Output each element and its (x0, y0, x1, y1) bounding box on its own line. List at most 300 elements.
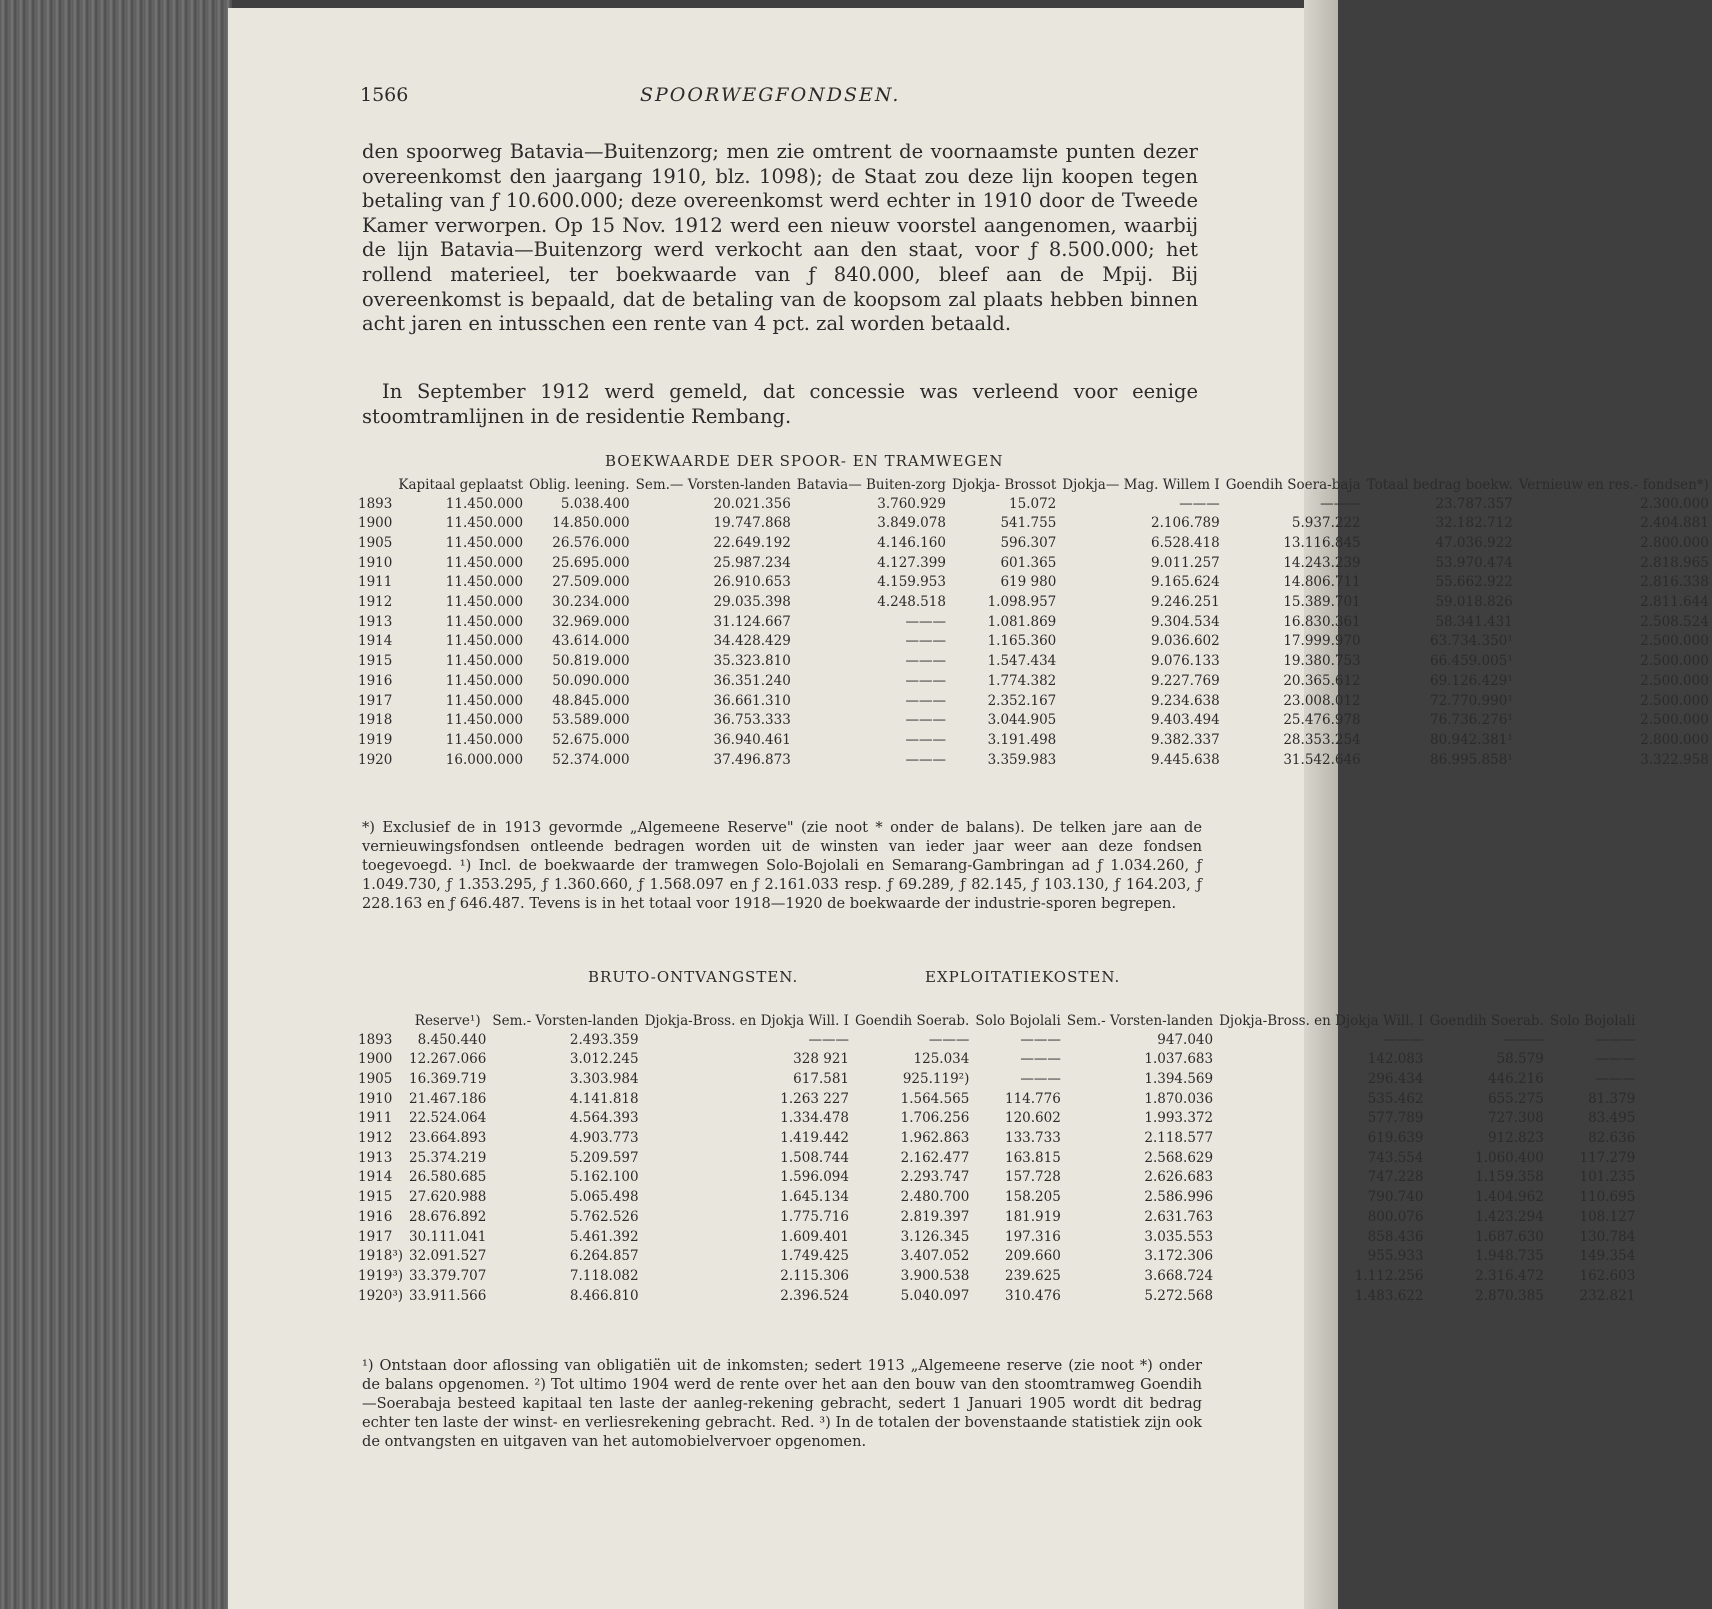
value-cell: 11.450.000 (445, 574, 524, 591)
year-cell: 1914 (358, 1169, 393, 1186)
year-cell: 1914 (358, 633, 393, 650)
value-cell: 52.675.000 (552, 731, 630, 748)
value-cell: 955.933 (1367, 1248, 1424, 1265)
table-row (358, 1247, 1638, 1267)
value-cell: 163.815 (1005, 1149, 1061, 1166)
value-cell: 790.740 (1367, 1189, 1424, 1206)
year-cell: 1918³) (358, 1248, 404, 1265)
value-cell: 12.267.066 (409, 1051, 487, 1068)
value-cell: 1.423.294 (1475, 1208, 1544, 1225)
value-cell: 2.811.644 (1640, 594, 1709, 611)
body-paragraph-1 (362, 140, 1198, 337)
year-cell: 1912 (358, 1130, 393, 1147)
value-cell: 2.493.359 (569, 1031, 639, 1048)
value-cell: 1.483.622 (1354, 1287, 1424, 1304)
value-cell: 2.352.167 (987, 692, 1057, 709)
value-cell: 32.969.000 (552, 613, 630, 630)
value-cell: 3.668.724 (1144, 1267, 1214, 1284)
value-cell: 8.466.810 (569, 1287, 639, 1304)
value-cell: 8.450.440 (417, 1031, 487, 1048)
value-cell: 9.011.257 (1151, 554, 1220, 571)
value-cell: 947.040 (1157, 1031, 1214, 1048)
value-cell: 2.106.789 (1151, 515, 1220, 532)
value-cell: 1.948.735 (1475, 1248, 1544, 1265)
value-cell: 181.919 (1005, 1208, 1061, 1225)
value-cell: 2.586.996 (1144, 1189, 1214, 1206)
value-cell: 32.182.712 (1435, 515, 1513, 532)
value-cell: 5.937.222 (1291, 515, 1361, 532)
value-cell: 7.118.082 (569, 1267, 639, 1284)
value-cell: ——— (1382, 1031, 1424, 1048)
value-cell: 232.821 (1579, 1287, 1636, 1304)
value-cell: 1.962.863 (900, 1130, 970, 1147)
value-cell: 11.450.000 (445, 554, 524, 571)
book-value-table (358, 476, 1712, 770)
table1-footnote (362, 818, 1202, 913)
table-row (358, 652, 1712, 672)
value-cell: 2.816.338 (1640, 574, 1709, 591)
page-edge (1304, 0, 1338, 1609)
value-cell: 6.264.857 (569, 1248, 639, 1265)
year-cell: 1919³) (358, 1267, 404, 1284)
value-cell: 446.216 (1488, 1070, 1544, 1087)
table-row (358, 1109, 1638, 1129)
value-cell: 4.159.953 (877, 574, 946, 591)
table-row (358, 751, 1712, 771)
value-cell: 30.234.000 (552, 594, 630, 611)
value-cell: 4.146.160 (877, 534, 946, 551)
table-row (358, 1188, 1638, 1208)
table-row (358, 573, 1712, 593)
value-cell: 2.626.683 (1144, 1169, 1214, 1186)
value-cell: ——— (1020, 1070, 1061, 1087)
value-cell: 86.995.858¹ (1430, 751, 1513, 768)
year-cell: 1918 (358, 712, 393, 729)
value-cell: 209.660 (1005, 1248, 1061, 1265)
value-cell: 28.353.254 (1283, 731, 1361, 748)
value-cell: 16.000.000 (445, 751, 524, 768)
receipts-title: BRUTO-ONTVANGSTEN. (588, 968, 799, 986)
table-row (358, 1267, 1638, 1287)
value-cell: 1.394.569 (1144, 1070, 1214, 1087)
table-row (358, 1050, 1638, 1070)
running-title: SPOORWEGFONDSEN. (640, 84, 901, 106)
value-cell: 2.800.000 (1640, 731, 1709, 748)
value-cell: ——— (905, 613, 946, 630)
value-cell: ——— (1020, 1051, 1061, 1068)
value-cell: 4.127.399 (877, 554, 946, 571)
value-cell: 1.645.134 (780, 1189, 849, 1206)
value-cell: 747.228 (1367, 1169, 1424, 1186)
value-cell: 27.509.000 (552, 574, 630, 591)
table-row (358, 554, 1712, 574)
value-cell: 328 921 (793, 1051, 849, 1068)
value-cell: 2.293.747 (900, 1169, 970, 1186)
column-header: Solo Bojolali (975, 1013, 1061, 1029)
paragraph-text: In September 1912 werd gemeld, dat concessie was verleend voor eenige stoomtramlijnen in de residentie Rembang. (362, 380, 1198, 428)
value-cell: 1.159.358 (1475, 1169, 1544, 1186)
value-cell: 83.495 (1588, 1110, 1636, 1127)
value-cell: 1.098.957 (987, 594, 1057, 611)
year-cell: 1893 (358, 1031, 393, 1048)
value-cell: 149.354 (1579, 1248, 1636, 1265)
value-cell: 5.272.568 (1144, 1287, 1214, 1304)
value-cell: 17.999.970 (1283, 633, 1361, 650)
value-cell: 2.631.763 (1144, 1208, 1214, 1225)
value-cell: ——— (905, 712, 946, 729)
value-cell: 2.316.472 (1475, 1267, 1544, 1284)
value-cell: ——— (1320, 495, 1361, 512)
value-cell: 43.614.000 (552, 633, 630, 650)
value-cell: ——— (905, 672, 946, 689)
value-cell: 541.755 (1000, 515, 1057, 532)
table1-caption: BOEKWAARDE DER SPOOR- EN TRAMWEGEN (605, 452, 1004, 470)
value-cell: 31.542.646 (1283, 751, 1361, 768)
year-cell: 1917 (358, 1228, 393, 1245)
year-cell: 1916 (358, 672, 393, 689)
value-cell: 1.419.442 (780, 1130, 849, 1147)
value-cell: 48.845.000 (552, 692, 630, 709)
value-cell: 2.500.000 (1640, 653, 1709, 670)
value-cell: 117.279 (1579, 1149, 1636, 1166)
value-cell: 25.476.978 (1283, 712, 1361, 729)
value-cell: 11.450.000 (445, 692, 524, 709)
value-cell: 36.661.310 (713, 692, 791, 709)
value-cell: 26.580.685 (409, 1169, 487, 1186)
column-header: Vernieuw en res.- fondsen*) (1518, 477, 1709, 493)
value-cell: ——— (808, 1031, 849, 1048)
value-cell: 11.450.000 (445, 712, 524, 729)
value-cell: 53.970.474 (1435, 554, 1513, 571)
value-cell: 50.819.000 (552, 653, 630, 670)
value-cell: 9.227.769 (1151, 672, 1220, 689)
value-cell: 3.760.929 (877, 495, 946, 512)
value-cell: 3.303.984 (569, 1070, 639, 1087)
value-cell: 9.445.638 (1151, 751, 1220, 768)
value-cell: 2.118.577 (1144, 1130, 1214, 1147)
value-cell: 5.762.526 (569, 1208, 639, 1225)
value-cell: 27.620.988 (409, 1189, 487, 1206)
value-cell: 1.165.360 (987, 633, 1057, 650)
value-cell: 125.034 (913, 1051, 970, 1068)
value-cell: 2.819.397 (900, 1208, 970, 1225)
column-header (358, 476, 395, 495)
table-header-row (358, 1012, 1638, 1031)
value-cell: ——— (905, 692, 946, 709)
value-cell: 33.911.566 (409, 1287, 487, 1304)
value-cell: 20.365.612 (1283, 672, 1361, 689)
value-cell: 1.596.094 (780, 1169, 849, 1186)
column-header: Djokja-Bross. en Djokja Will. I (1219, 1013, 1424, 1029)
table2-footnote (362, 1356, 1202, 1451)
value-cell: 9.246.251 (1151, 594, 1220, 611)
table-row (358, 1287, 1638, 1307)
value-cell: ——— (1503, 1031, 1544, 1048)
value-cell: 142.083 (1367, 1051, 1424, 1068)
value-cell: 2.500.000 (1640, 692, 1709, 709)
value-cell: 31.124.667 (713, 613, 791, 630)
column-header: Sem.- Vorsten-landen (1066, 1013, 1214, 1029)
value-cell: 34.428.429 (713, 633, 791, 650)
value-cell: 82.636 (1588, 1130, 1636, 1147)
value-cell: 9.304.534 (1151, 613, 1220, 630)
page-number: 1566 (360, 84, 409, 106)
table-row (358, 1070, 1638, 1090)
value-cell: 2.480.700 (900, 1189, 970, 1206)
value-cell: 1.706.256 (900, 1110, 970, 1127)
value-cell: 2.300.000 (1640, 495, 1709, 512)
value-cell: 3.035.553 (1144, 1228, 1214, 1245)
value-cell: 1.037.683 (1144, 1051, 1214, 1068)
value-cell: 2.508.524 (1640, 613, 1709, 630)
value-cell: 130.784 (1579, 1228, 1636, 1245)
year-cell: 1913 (358, 613, 393, 630)
value-cell: 11.450.000 (445, 534, 524, 551)
year-cell: 1912 (358, 594, 393, 611)
value-cell: 11.450.000 (445, 672, 524, 689)
column-header: Kapitaal geplaatst (398, 477, 524, 493)
value-cell: 9.234.638 (1151, 692, 1220, 709)
value-cell: 20.021.356 (713, 495, 791, 512)
value-cell: 47.036.922 (1435, 534, 1513, 551)
table-row (358, 495, 1712, 515)
value-cell: 80.942.381¹ (1430, 731, 1513, 748)
value-cell: 11.450.000 (445, 594, 524, 611)
value-cell: 76.736.276¹ (1430, 712, 1513, 729)
year-cell: 1900 (358, 515, 393, 532)
footnote-text: *) Exclusief de in 1913 gevormde „Algemeene Reserve" (zie noot * onder de balans). De telken jare aan de vernieuwingsfondsen ontleende bedragen worden uit de winsten van ieder jaar weer aan deze fondsen toegevoegd. ¹) Incl. de boekwaarde der tramwegen Solo-Bojolali en Semarang-Gambringan ad ƒ 1.034.260, ƒ 1.049.730, ƒ 1.353.295, ƒ 1.360.660, ƒ 1.568.097 en ƒ 2.161.033 resp. ƒ 69.289, ƒ 82.145, ƒ 103.130, ƒ 164.203, ƒ 228.163 en ƒ 646.487. Tevens is in het totaal voor 1918—1920 de boekwaarde der industrie-sporen begrepen. (362, 819, 1202, 912)
table-row (358, 672, 1712, 692)
value-cell: 162.603 (1579, 1267, 1636, 1284)
value-cell: 32.091.527 (409, 1248, 487, 1265)
value-cell: 11.450.000 (445, 731, 524, 748)
value-cell: 596.307 (1000, 534, 1057, 551)
value-cell: 619.639 (1367, 1130, 1424, 1147)
value-cell: 23.008.012 (1283, 692, 1361, 709)
value-cell: 29.035.398 (713, 594, 791, 611)
value-cell: 2.396.524 (780, 1287, 849, 1304)
value-cell: 19.380.753 (1283, 653, 1361, 670)
value-cell: 22.649.192 (713, 534, 791, 551)
value-cell: 1.749.425 (780, 1248, 849, 1265)
value-cell: 15.072 (1009, 495, 1057, 512)
value-cell: 1.870.036 (1144, 1090, 1214, 1107)
year-cell: 1917 (358, 692, 393, 709)
value-cell: 535.462 (1367, 1090, 1424, 1107)
table-header-row (358, 476, 1712, 495)
table-row (358, 1228, 1638, 1248)
value-cell: 3.359.983 (987, 751, 1057, 768)
value-cell: 25.374.219 (409, 1149, 487, 1166)
value-cell: ——— (905, 731, 946, 748)
value-cell: 925.119²) (902, 1070, 970, 1087)
costs-title: EXPLOITATIEKOSTEN. (925, 968, 1121, 986)
value-cell: ——— (1179, 495, 1220, 512)
value-cell: 120.602 (1005, 1110, 1061, 1127)
value-cell: 1.112.256 (1354, 1267, 1424, 1284)
value-cell: ——— (1020, 1031, 1061, 1048)
column-header: Djokja-Bross. en Djokja Will. I (644, 1013, 849, 1029)
value-cell: 52.374.000 (552, 751, 630, 768)
value-cell: 912.823 (1488, 1130, 1544, 1147)
value-cell: 11.450.000 (445, 613, 524, 630)
value-cell: 601.365 (1000, 554, 1057, 571)
value-cell: 1.547.434 (987, 653, 1057, 670)
page-header (360, 84, 1180, 114)
value-cell: 108.127 (1579, 1208, 1636, 1225)
table-row (358, 1208, 1638, 1228)
value-cell: 58.579 (1496, 1051, 1544, 1068)
value-cell: 69.126.429¹ (1430, 672, 1513, 689)
value-cell: 2.162.477 (900, 1149, 970, 1166)
value-cell: 63.734.350¹ (1430, 633, 1513, 650)
year-cell: 1915 (358, 653, 393, 670)
table-row (358, 731, 1712, 751)
year-cell: 1893 (358, 495, 393, 512)
value-cell: 3.191.498 (987, 731, 1057, 748)
value-cell: 5.040.097 (900, 1287, 970, 1304)
value-cell: 13.116.845 (1283, 534, 1361, 551)
value-cell: 30.111.041 (409, 1228, 487, 1245)
value-cell: 655.275 (1488, 1090, 1544, 1107)
column-header: Totaal bedrag boekw. (1366, 477, 1513, 493)
table-row (358, 593, 1712, 613)
value-cell: 11.450.000 (445, 653, 524, 670)
value-cell: 36.753.333 (713, 712, 791, 729)
value-cell: 1.687.630 (1475, 1228, 1544, 1245)
value-cell: 5.162.100 (569, 1169, 639, 1186)
year-cell: 1916 (358, 1208, 393, 1225)
column-header: Goendih Soerab. (855, 1013, 970, 1029)
year-cell: 1910 (358, 554, 393, 571)
value-cell: 1.263 227 (780, 1090, 849, 1107)
value-cell: 4.903.773 (569, 1130, 639, 1147)
year-cell: 1900 (358, 1051, 393, 1068)
year-cell: 1920 (358, 751, 393, 768)
column-header: Djokja- Brossot (951, 477, 1057, 493)
value-cell: 11.450.000 (445, 633, 524, 650)
column-header: Goendih Soerab. (1429, 1013, 1544, 1029)
value-cell: 25.695.000 (552, 554, 630, 571)
value-cell: 114.776 (1005, 1090, 1061, 1107)
value-cell: 1.334.478 (780, 1110, 849, 1127)
value-cell: 296.434 (1367, 1070, 1424, 1087)
value-cell: 3.407.052 (900, 1248, 970, 1265)
value-cell: 158.205 (1005, 1189, 1061, 1206)
year-cell: 1913 (358, 1149, 393, 1166)
value-cell: 1.404.962 (1475, 1189, 1544, 1206)
value-cell: 157.728 (1005, 1169, 1061, 1186)
value-cell: 2.500.000 (1640, 633, 1709, 650)
value-cell: 28.676.892 (409, 1208, 487, 1225)
value-cell: 21.467.186 (409, 1090, 487, 1107)
value-cell: 577.789 (1367, 1110, 1424, 1127)
value-cell: 800.076 (1367, 1208, 1424, 1225)
column-header: Reserve¹) (414, 1013, 481, 1029)
table-row (358, 514, 1712, 534)
value-cell: 2.568.629 (1144, 1149, 1214, 1166)
value-cell: ——— (1594, 1051, 1636, 1068)
column-header: Goendih Soera-baja (1225, 477, 1361, 493)
value-cell: 1.508.744 (780, 1149, 849, 1166)
column-header: Batavia— Buiten-zorg (796, 477, 946, 493)
value-cell: 66.459.005¹ (1430, 653, 1513, 670)
value-cell: ——— (905, 633, 946, 650)
value-cell: 14.850.000 (552, 515, 630, 532)
value-cell: 4.141.818 (569, 1090, 639, 1107)
column-header: Oblig. leening. (529, 477, 630, 493)
value-cell: 55.662.922 (1435, 574, 1513, 591)
value-cell: 2.115.306 (780, 1267, 849, 1284)
value-cell: 14.806.711 (1283, 574, 1361, 591)
value-cell: 110.695 (1579, 1189, 1636, 1206)
year-cell: 1911 (358, 1110, 393, 1127)
value-cell: 2.800.000 (1640, 534, 1709, 551)
table-row (358, 711, 1712, 731)
year-cell: 1911 (358, 574, 393, 591)
value-cell: ——— (905, 653, 946, 670)
value-cell: 16.369.719 (409, 1070, 487, 1087)
value-cell: 3.044.905 (987, 712, 1057, 729)
value-cell: 11.450.000 (445, 515, 524, 532)
table-row (358, 632, 1712, 652)
value-cell: 16.830.361 (1283, 613, 1361, 630)
value-cell: ——— (1594, 1031, 1636, 1048)
value-cell: 1.060.400 (1475, 1149, 1544, 1166)
column-header: Djokja— Mag. Willem I (1062, 477, 1220, 493)
value-cell: ——— (905, 751, 946, 768)
value-cell: 36.351.240 (713, 672, 791, 689)
value-cell: 1.774.382 (987, 672, 1057, 689)
value-cell: 19.747.868 (713, 515, 791, 532)
value-cell: 3.012.245 (569, 1051, 639, 1068)
value-cell: 858.436 (1367, 1228, 1424, 1245)
table-row (358, 1090, 1638, 1110)
value-cell: 2.500.000 (1640, 712, 1709, 729)
value-cell: 1.081.869 (987, 613, 1057, 630)
value-cell: 2.404.881 (1640, 515, 1709, 532)
table-row (358, 1129, 1638, 1149)
column-header: Sem.- Vorsten-landen (492, 1013, 639, 1029)
value-cell: 5.038.400 (560, 495, 630, 512)
table-row (358, 1168, 1638, 1188)
table-row (358, 692, 1712, 712)
value-cell: 617.581 (793, 1070, 849, 1087)
value-cell: 2.818.965 (1640, 554, 1709, 571)
body-paragraph-2 (362, 380, 1198, 429)
value-cell: 239.625 (1005, 1267, 1061, 1284)
table-row (358, 534, 1712, 554)
value-cell: ——— (1594, 1070, 1636, 1087)
year-cell: 1905 (358, 1070, 393, 1087)
value-cell: 101.235 (1579, 1169, 1636, 1186)
value-cell: 3.900.538 (900, 1267, 970, 1284)
table-row (358, 613, 1712, 633)
value-cell: 33.379.707 (409, 1267, 487, 1284)
value-cell: 9.076.133 (1151, 653, 1220, 670)
value-cell: 6.528.418 (1151, 534, 1220, 551)
value-cell: 59.018.826 (1435, 594, 1513, 611)
value-cell: 2.870.385 (1475, 1287, 1544, 1304)
value-cell: 3.126.345 (900, 1228, 970, 1245)
value-cell: 310.476 (1005, 1287, 1061, 1304)
value-cell: 1.775.716 (780, 1208, 849, 1225)
year-cell: 1910 (358, 1090, 393, 1107)
value-cell: 9.036.602 (1151, 633, 1220, 650)
value-cell: 5.065.498 (569, 1189, 639, 1206)
value-cell: 9.165.624 (1151, 574, 1220, 591)
table-row (358, 1031, 1638, 1051)
